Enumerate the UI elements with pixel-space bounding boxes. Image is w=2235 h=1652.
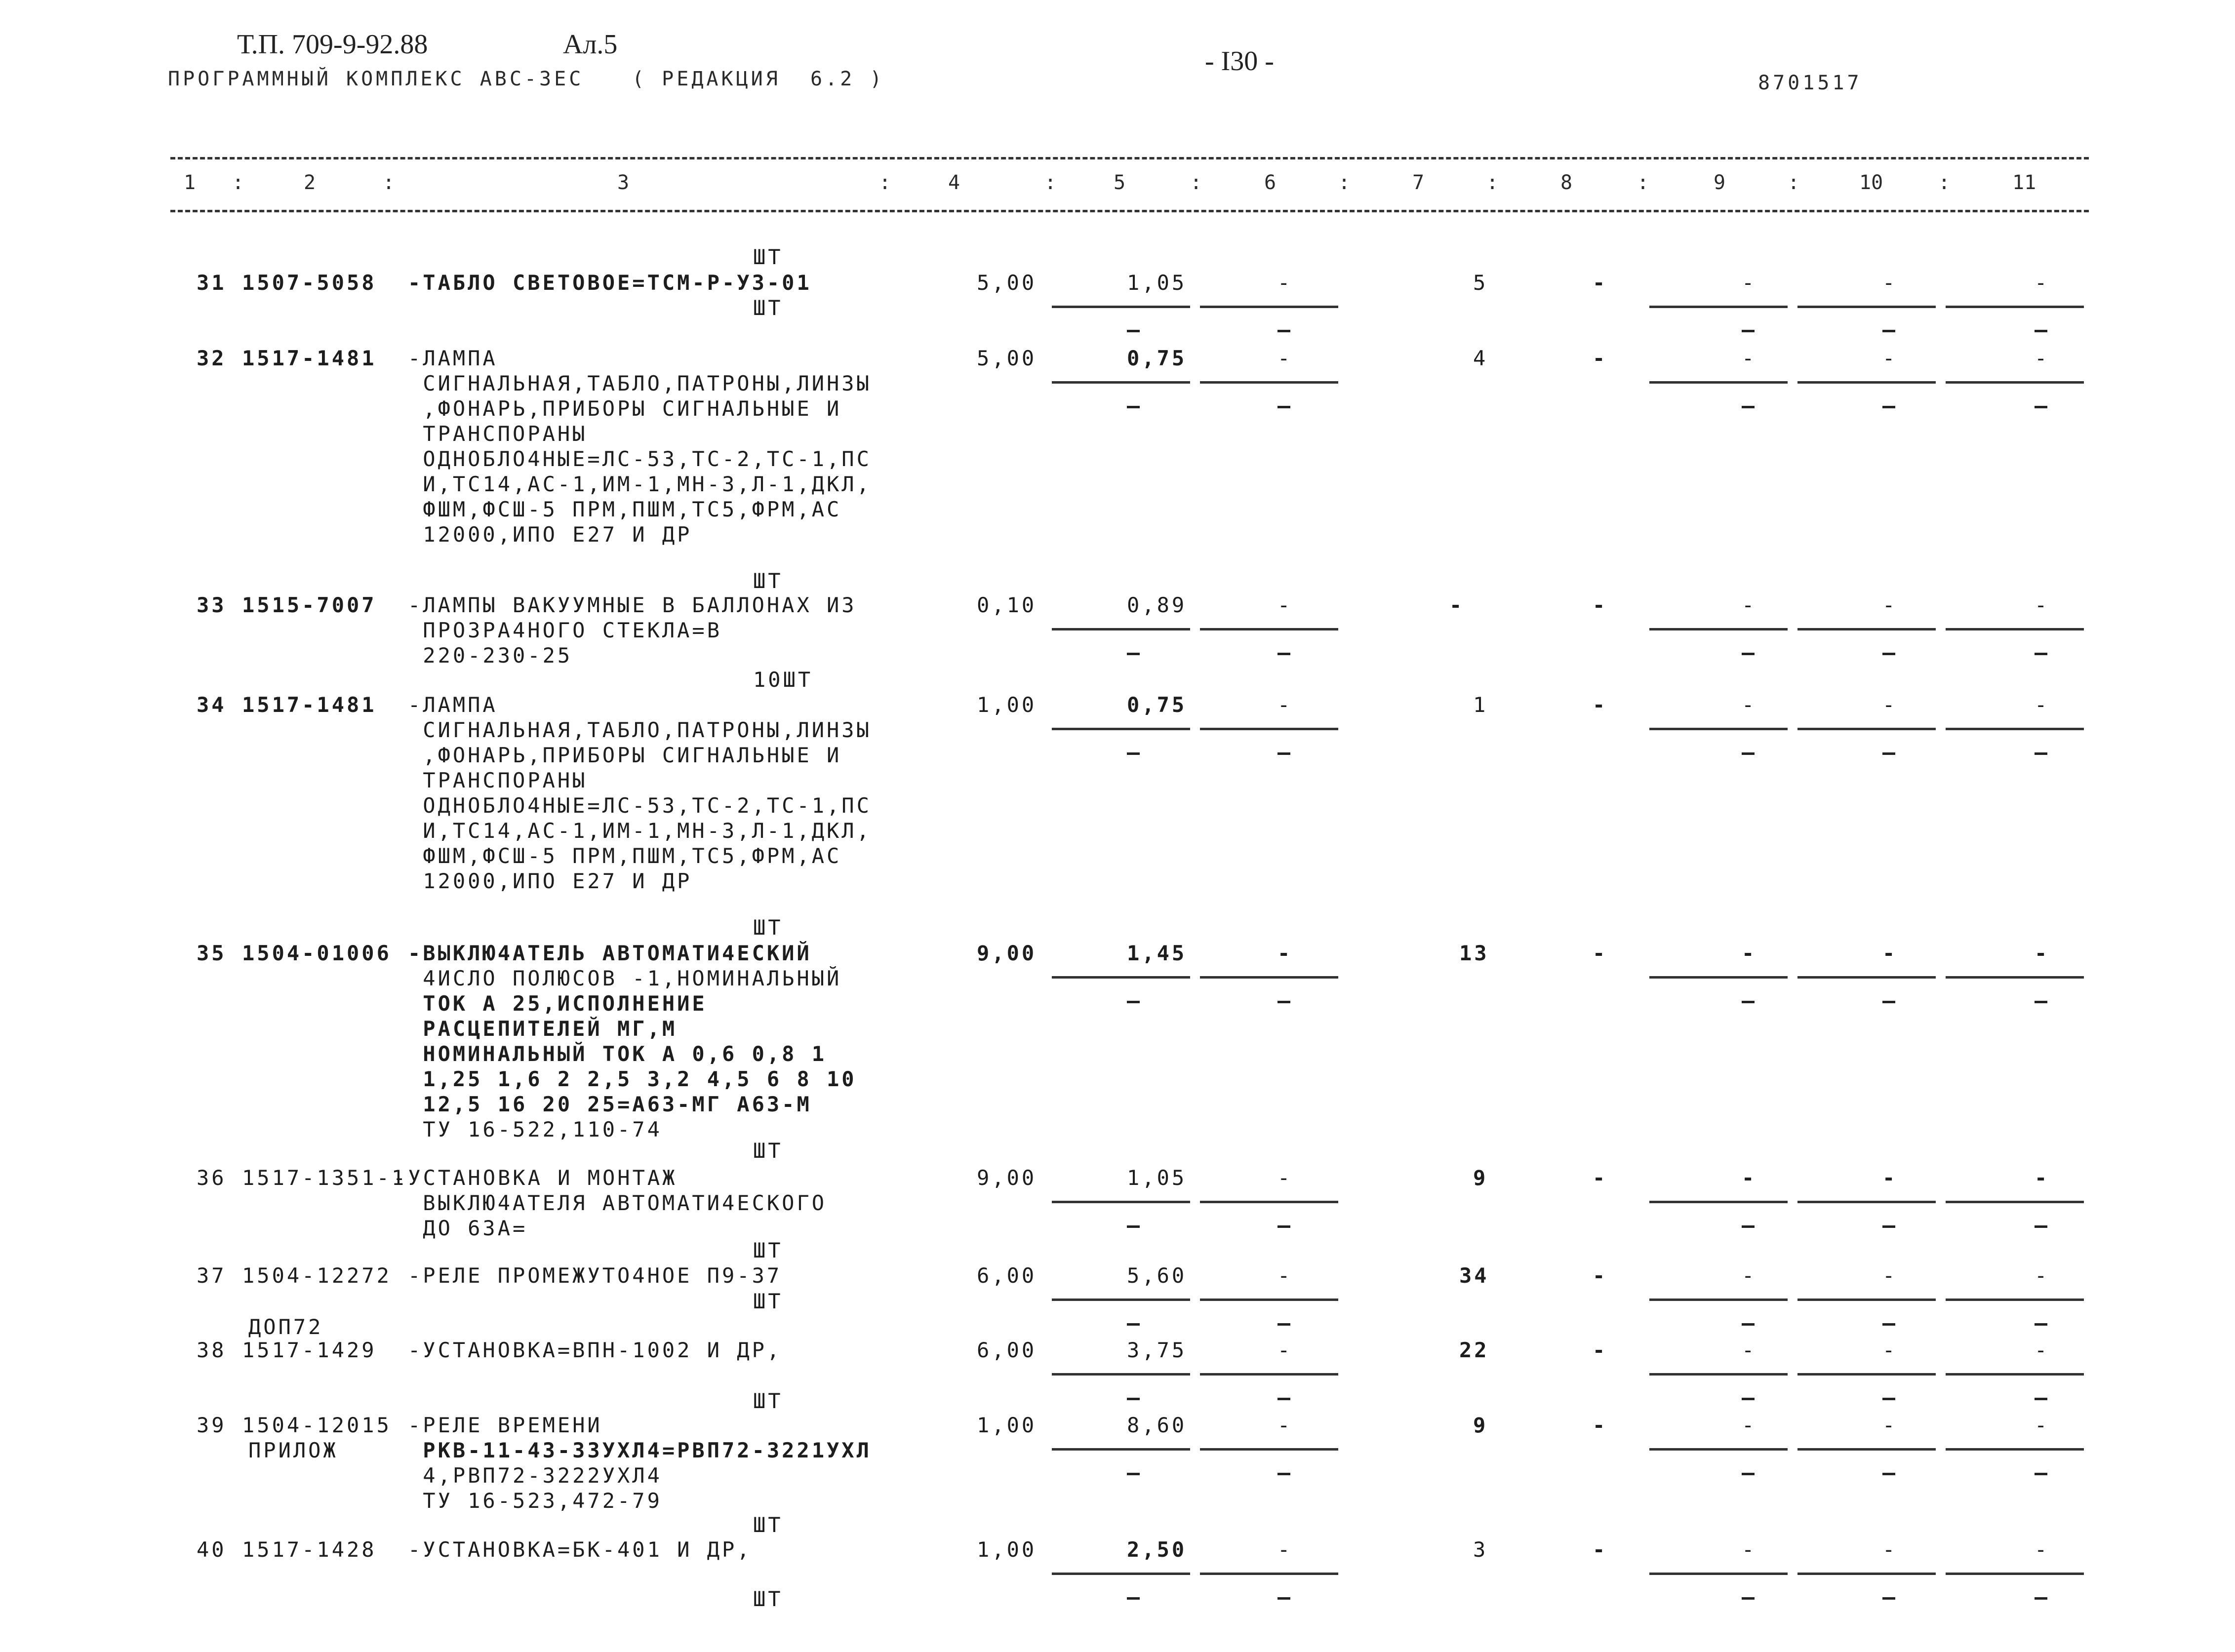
cell-underline	[1200, 1448, 1338, 1451]
dash-mark	[1882, 330, 1895, 332]
dash-mark	[1277, 1323, 1290, 1326]
dash-mark	[1882, 1323, 1895, 1326]
cell-col7: 3	[1473, 1537, 1488, 1562]
cell-col5: 5,60	[1127, 1263, 1187, 1288]
unit-label: ШТ	[753, 245, 783, 269]
cell-col10: -	[1882, 1537, 1898, 1562]
cell-col11: -	[2035, 1166, 2050, 1190]
description-line: -ЛАМПЫ ВАКУУМНЫЕ В БАЛЛОНАХ ИЗ	[408, 593, 857, 617]
cell-col7: 1	[1473, 693, 1488, 717]
dash-mark	[1742, 653, 1755, 655]
cell-col11: -	[2035, 593, 2050, 617]
dash-mark	[1277, 1225, 1290, 1228]
dash-mark	[1742, 1323, 1755, 1326]
cell-col9: -	[1742, 593, 1757, 617]
description-line: 12000,ИПО Е27 И ДР	[408, 869, 692, 893]
cell-col6: -	[1277, 1166, 1293, 1190]
cell-underline	[1200, 976, 1338, 979]
dash-mark	[1127, 1001, 1140, 1003]
cell-underline	[1946, 1573, 2084, 1575]
cell-col4: 5,00	[977, 271, 1037, 295]
resource-code: 1507-5058	[242, 271, 377, 295]
cell-col11: -	[2035, 693, 2050, 717]
description-line: 220-230-25	[408, 643, 573, 668]
cell-col4: 6,00	[977, 1263, 1037, 1288]
cell-col10: -	[1882, 271, 1898, 295]
cell-underline	[1946, 381, 2084, 384]
cell-underline	[1052, 1573, 1190, 1575]
unit-label: ШТ	[753, 1238, 783, 1262]
column-header-3: 3	[617, 171, 630, 194]
dash-mark	[1127, 406, 1140, 408]
resource-code: 1517-1428	[242, 1537, 377, 1562]
dash-mark	[1277, 752, 1290, 755]
dash-mark	[1882, 1473, 1895, 1475]
dash-mark	[1277, 1597, 1290, 1600]
description-line: -ЛАМПА	[408, 346, 498, 370]
cell-underline	[1946, 1448, 2084, 1451]
cell-col5: 3,75	[1127, 1338, 1187, 1362]
cell-col7: -	[1449, 593, 1465, 617]
cell-col6: -	[1277, 941, 1293, 965]
cell-col6: -	[1277, 1537, 1293, 1562]
cell-col4: 9,00	[977, 1166, 1037, 1190]
description-line: РАСЦЕПИТЕЛЕЙ МГ,М	[408, 1017, 678, 1041]
header-top-rule	[170, 157, 2089, 159]
row-prefix-note: ДОП72	[248, 1315, 323, 1339]
cell-underline	[1200, 381, 1338, 384]
column-header-4: 4	[948, 171, 960, 194]
doc-code: Т.П. 709-9-92.88	[237, 29, 428, 60]
description-line: 4,РВП72-3222УХЛ4	[408, 1463, 662, 1488]
cell-col5: 0,89	[1127, 593, 1187, 617]
header-bottom-rule	[170, 210, 2089, 212]
dash-mark	[1127, 653, 1140, 655]
cell-col7: 22	[1459, 1338, 1489, 1362]
description-line: -РЕЛЕ ВРЕМЕНИ	[408, 1413, 602, 1437]
row-number: 33	[197, 593, 227, 617]
cell-col8: -	[1593, 1413, 1608, 1437]
cell-underline	[1797, 728, 1936, 730]
cell-col7: 9	[1473, 1413, 1488, 1437]
page-number: - I30 -	[1205, 46, 1274, 77]
cell-underline	[1797, 628, 1936, 630]
cell-col5: 2,50	[1127, 1537, 1187, 1562]
description-line: ТОК А 25,ИСПОЛНЕНИЕ	[408, 991, 707, 1016]
cell-underline	[1052, 1373, 1190, 1376]
cell-col8: -	[1593, 1537, 1608, 1562]
column-header-6: 6	[1264, 171, 1277, 194]
description-line: ПРОЗРА4НОГО СТЕКЛА=В	[408, 618, 722, 642]
resource-code: 1504-01006	[242, 941, 392, 965]
cell-underline	[1649, 1448, 1788, 1451]
column-header-5: 5	[1114, 171, 1126, 194]
row-number: 38	[197, 1338, 227, 1362]
cell-underline	[1649, 1298, 1788, 1301]
cell-col6: -	[1277, 271, 1293, 295]
cell-col8: -	[1593, 941, 1608, 965]
dash-mark	[2035, 1225, 2047, 1228]
description-line: ОДНОБЛО4НЫЕ=ЛС-53,ТС-2,ТС-1,ПС	[408, 447, 872, 471]
cell-underline	[1946, 1201, 2084, 1203]
cell-col9: -	[1742, 1413, 1757, 1437]
cell-col11: -	[2035, 1413, 2050, 1437]
cell-col10: -	[1882, 1338, 1898, 1362]
cell-col6: -	[1277, 593, 1293, 617]
description-line: -УСТАНОВКА И МОНТАЖ	[393, 1166, 678, 1190]
cell-underline	[1649, 1373, 1788, 1376]
cell-underline	[1797, 1298, 1936, 1301]
dash-mark	[1277, 653, 1290, 655]
cell-col5: 1,05	[1127, 1166, 1187, 1190]
cell-col7: 4	[1473, 346, 1488, 370]
dash-mark	[2035, 1597, 2047, 1600]
column-separator: :	[232, 171, 244, 194]
dash-mark	[1742, 1597, 1755, 1600]
cell-col10: -	[1882, 593, 1898, 617]
cell-col8: -	[1593, 593, 1608, 617]
unit-label: ШТ	[753, 1389, 783, 1413]
column-header-9: 9	[1714, 171, 1726, 194]
cell-underline	[1797, 306, 1936, 308]
cell-underline	[1946, 728, 2084, 730]
dash-mark	[1127, 1398, 1140, 1400]
cell-col9: -	[1742, 346, 1757, 370]
cell-col9: -	[1742, 1263, 1757, 1288]
description-line: ВЫКЛЮ4АТЕЛЯ АВТОМАТИ4ЕСКОГО	[408, 1191, 827, 1215]
resource-code: 1504-12015	[242, 1413, 392, 1437]
cell-underline	[1797, 1448, 1936, 1451]
cell-col4: 6,00	[977, 1338, 1037, 1362]
cell-underline	[1052, 628, 1190, 630]
cell-col10: -	[1882, 1263, 1898, 1288]
cell-underline	[1200, 728, 1338, 730]
cell-col4: 0,10	[977, 593, 1037, 617]
cell-col7: 13	[1459, 941, 1489, 965]
dash-mark	[1277, 1001, 1290, 1003]
description-line: ТУ 16-522,110-74	[408, 1117, 662, 1141]
column-header-1: 1	[184, 171, 196, 194]
column-header-11: 11	[2012, 171, 2036, 194]
cell-col8: -	[1593, 271, 1608, 295]
cell-col8: -	[1593, 1338, 1608, 1362]
dash-mark	[2035, 1473, 2047, 1475]
cell-col4: 9,00	[977, 941, 1037, 965]
row-number: 35	[197, 941, 227, 965]
edition-label: ( РЕДАКЦИЯ 6.2 )	[632, 68, 885, 90]
dash-mark	[1127, 1323, 1140, 1326]
cell-col9: -	[1742, 941, 1757, 965]
dash-mark	[1882, 1001, 1895, 1003]
dash-mark	[1127, 330, 1140, 332]
resource-code: 1517-1481	[242, 346, 377, 370]
cell-underline	[1649, 728, 1788, 730]
description-line: ТРАНСПОРАНЫ	[408, 422, 588, 446]
dash-mark	[1742, 1473, 1755, 1475]
cell-col4: 1,00	[977, 1413, 1037, 1437]
column-separator: :	[879, 171, 891, 194]
column-header-10: 10	[1859, 171, 1883, 194]
row-number: 39	[197, 1413, 227, 1437]
column-header-2: 2	[304, 171, 316, 194]
column-header-7: 7	[1412, 171, 1425, 194]
cell-underline	[1052, 306, 1190, 308]
cell-col10: -	[1882, 941, 1898, 965]
description-line: СИГНАЛЬНАЯ,ТАБЛО,ПАТРОНЫ,ЛИНЗЫ	[408, 371, 872, 395]
description-line: ФШМ,ФСШ-5 ПРМ,ПШМ,ТС5,ФРМ,АС	[408, 844, 842, 868]
description-line: НОМИНАЛЬНЫЙ ТОК А 0,6 0,8 1	[408, 1042, 827, 1066]
column-separator: :	[1486, 171, 1499, 194]
cell-col4: 5,00	[977, 346, 1037, 370]
dash-mark	[1277, 406, 1290, 408]
cell-underline	[1797, 1573, 1936, 1575]
cell-underline	[1052, 728, 1190, 730]
cell-underline	[1649, 976, 1788, 979]
dash-mark	[1127, 1473, 1140, 1475]
row-number: 37	[197, 1263, 227, 1288]
dash-mark	[1882, 1597, 1895, 1600]
description-line: -ТАБЛО СВЕТОВОЕ=ТСМ-Р-У3-01	[408, 271, 812, 295]
dash-mark	[1742, 1225, 1755, 1228]
cell-col11: -	[2035, 941, 2050, 965]
dash-mark	[1742, 752, 1755, 755]
description-line: ,ФОНАРЬ,ПРИБОРЫ СИГНАЛЬНЫЕ И	[408, 396, 842, 421]
cell-col11: -	[2035, 271, 2050, 295]
dash-mark	[2035, 653, 2047, 655]
description-line: 1,25 1,6 2 2,5 3,2 4,5 6 8 10	[408, 1067, 857, 1091]
cell-col9: -	[1742, 1338, 1757, 1362]
cell-underline	[1649, 1573, 1788, 1575]
cell-underline	[1649, 628, 1788, 630]
cell-underline	[1797, 1373, 1936, 1376]
row-number: 31	[197, 271, 227, 295]
description-line: ОДНОБЛО4НЫЕ=ЛС-53,ТС-2,ТС-1,ПС	[408, 793, 872, 818]
column-separator: :	[1044, 171, 1057, 194]
cell-col10: -	[1882, 1166, 1898, 1190]
column-separator: :	[1637, 171, 1649, 194]
cell-col5: 0,75	[1127, 693, 1187, 717]
dash-mark	[2035, 1001, 2047, 1003]
cell-col8: -	[1593, 346, 1608, 370]
cell-col5: 8,60	[1127, 1413, 1187, 1437]
cell-col7: 9	[1473, 1166, 1488, 1190]
description-line: ,ФОНАРЬ,ПРИБОРЫ СИГНАЛЬНЫЕ И	[408, 743, 842, 767]
unit-label: ШТ	[753, 569, 783, 593]
cell-underline	[1200, 1201, 1338, 1203]
column-separator: :	[1338, 171, 1351, 194]
cell-underline	[1052, 1201, 1190, 1203]
description-line: СИГНАЛЬНАЯ,ТАБЛО,ПАТРОНЫ,ЛИНЗЫ	[408, 718, 872, 742]
cell-underline	[1052, 976, 1190, 979]
cell-underline	[1052, 1298, 1190, 1301]
cell-underline	[1946, 1373, 2084, 1376]
column-separator: :	[1938, 171, 1951, 194]
dash-mark	[1882, 752, 1895, 755]
cell-col11: -	[2035, 346, 2050, 370]
row-number: 40	[197, 1537, 227, 1562]
cell-col10: -	[1882, 1413, 1898, 1437]
dash-mark	[2035, 330, 2047, 332]
cell-col11: -	[2035, 1263, 2050, 1288]
cell-underline	[1946, 628, 2084, 630]
description-line: -РЕЛЕ ПРОМЕЖУТО4НОЕ П9-37	[408, 1263, 782, 1288]
description-line: ТУ 16-523,472-79	[408, 1489, 662, 1513]
cell-col9: -	[1742, 693, 1757, 717]
cell-underline	[1200, 1298, 1338, 1301]
description-line: И,ТС14,АС-1,ИМ-1,МН-3,Л-1,ДКЛ,	[408, 819, 872, 843]
description-line: ДО 63А=	[408, 1216, 528, 1240]
cell-col4: 1,00	[977, 693, 1037, 717]
dash-mark	[1277, 330, 1290, 332]
dash-mark	[2035, 1323, 2047, 1326]
cell-col10: -	[1882, 693, 1898, 717]
cell-col5: 0,75	[1127, 346, 1187, 370]
unit-label: ШТ	[753, 915, 783, 940]
cell-underline	[1200, 1573, 1338, 1575]
column-separator: :	[1788, 171, 1800, 194]
dash-mark	[1882, 653, 1895, 655]
column-separator: :	[383, 171, 395, 194]
cell-underline	[1797, 381, 1936, 384]
cell-col8: -	[1593, 693, 1608, 717]
dash-mark	[1127, 1225, 1140, 1228]
unit-label: ШТ	[753, 1587, 783, 1611]
column-header-8: 8	[1560, 171, 1573, 194]
dash-mark	[1882, 1225, 1895, 1228]
cell-col4: 1,00	[977, 1537, 1037, 1562]
cell-col9: -	[1742, 1537, 1757, 1562]
description-line: 12,5 16 20 25=А63-МГ А63-М	[408, 1092, 812, 1116]
resource-code: 1504-12272	[242, 1263, 392, 1288]
cell-col6: -	[1277, 1413, 1293, 1437]
cell-col6: -	[1277, 346, 1293, 370]
row-number: 34	[197, 693, 227, 717]
description-line: РКВ-11-43-33УХЛ4=РВП72-3221УХЛ	[408, 1438, 872, 1462]
description-line: И,ТС14,АС-1,ИМ-1,МН-3,Л-1,ДКЛ,	[408, 472, 872, 496]
cell-underline	[1052, 1448, 1190, 1451]
cell-col7: 5	[1473, 271, 1488, 295]
unit-label: ШТ	[753, 1513, 783, 1537]
description-line: 4ИСЛО ПОЛЮСОВ -1,НОМИНАЛЬНЫЙ	[408, 966, 842, 990]
cell-underline	[1200, 1373, 1338, 1376]
dash-mark	[1742, 1001, 1755, 1003]
cell-underline	[1200, 306, 1338, 308]
resource-code: 1517-1481	[242, 693, 377, 717]
cell-underline	[1946, 1298, 2084, 1301]
description-line: -УСТАНОВКА=ВПН-1002 И ДР,	[408, 1338, 782, 1362]
cell-col11: -	[2035, 1537, 2050, 1562]
document-id: 8701517	[1758, 72, 1862, 94]
cell-underline	[1052, 381, 1190, 384]
cell-col10: -	[1882, 346, 1898, 370]
cell-col5: 1,45	[1127, 941, 1187, 965]
unit-label: ШТ	[753, 1139, 783, 1163]
description-line: -УСТАНОВКА=БК-401 И ДР,	[408, 1537, 752, 1562]
cell-col8: -	[1593, 1166, 1608, 1190]
cell-underline	[1797, 976, 1936, 979]
program-name: ПРОГРАММНЫЙ КОМПЛЕКС АВС-3ЕС	[168, 68, 584, 90]
album-label: Ал.5	[563, 29, 618, 60]
dash-mark	[1277, 1473, 1290, 1475]
dash-mark	[1277, 1398, 1290, 1400]
description-line: -ЛАМПА	[408, 693, 498, 717]
description-line: ФШМ,ФСШ-5 ПРМ,ПШМ,ТС5,ФРМ,АС	[408, 497, 842, 521]
dash-mark	[1742, 1398, 1755, 1400]
cell-underline	[1946, 976, 2084, 979]
cell-col5: 1,05	[1127, 271, 1187, 295]
dash-mark	[1742, 330, 1755, 332]
resource-code: 1517-1429	[242, 1338, 377, 1362]
cell-col9: -	[1742, 1166, 1757, 1190]
cell-underline	[1649, 306, 1788, 308]
cell-col9: -	[1742, 271, 1757, 295]
dash-mark	[2035, 752, 2047, 755]
dash-mark	[1127, 1597, 1140, 1600]
dash-mark	[2035, 406, 2047, 408]
cell-col6: -	[1277, 693, 1293, 717]
dash-mark	[1882, 1398, 1895, 1400]
row-number: 36	[197, 1166, 227, 1190]
cell-col11: -	[2035, 1338, 2050, 1362]
cell-underline	[1797, 1201, 1936, 1203]
cell-underline	[1649, 1201, 1788, 1203]
cell-underline	[1946, 306, 2084, 308]
dash-mark	[1742, 406, 1755, 408]
cell-underline	[1649, 381, 1788, 384]
unit-label: 10ШТ	[753, 668, 813, 692]
description-line: ТРАНСПОРАНЫ	[408, 768, 588, 792]
dash-mark	[2035, 1398, 2047, 1400]
cell-col6: -	[1277, 1263, 1293, 1288]
row-sub-note: ПРИЛОЖ	[248, 1438, 338, 1462]
description-line: 12000,ИПО Е27 И ДР	[408, 522, 692, 547]
dash-mark	[1127, 752, 1140, 755]
dash-mark	[1882, 406, 1895, 408]
cell-col6: -	[1277, 1338, 1293, 1362]
resource-code: 1515-7007	[242, 593, 377, 617]
description-line: -ВЫКЛЮ4АТЕЛЬ АВТОМАТИ4ЕСКИЙ	[408, 941, 812, 965]
unit-label: ШТ	[753, 1289, 783, 1313]
row-number: 32	[197, 346, 227, 370]
cell-col8: -	[1593, 1263, 1608, 1288]
column-separator: :	[1190, 171, 1202, 194]
cell-underline	[1200, 628, 1338, 630]
resource-code: 1517-1351-1	[242, 1166, 407, 1190]
cell-col7: 34	[1459, 1263, 1489, 1288]
unit-label: ШТ	[753, 296, 783, 320]
